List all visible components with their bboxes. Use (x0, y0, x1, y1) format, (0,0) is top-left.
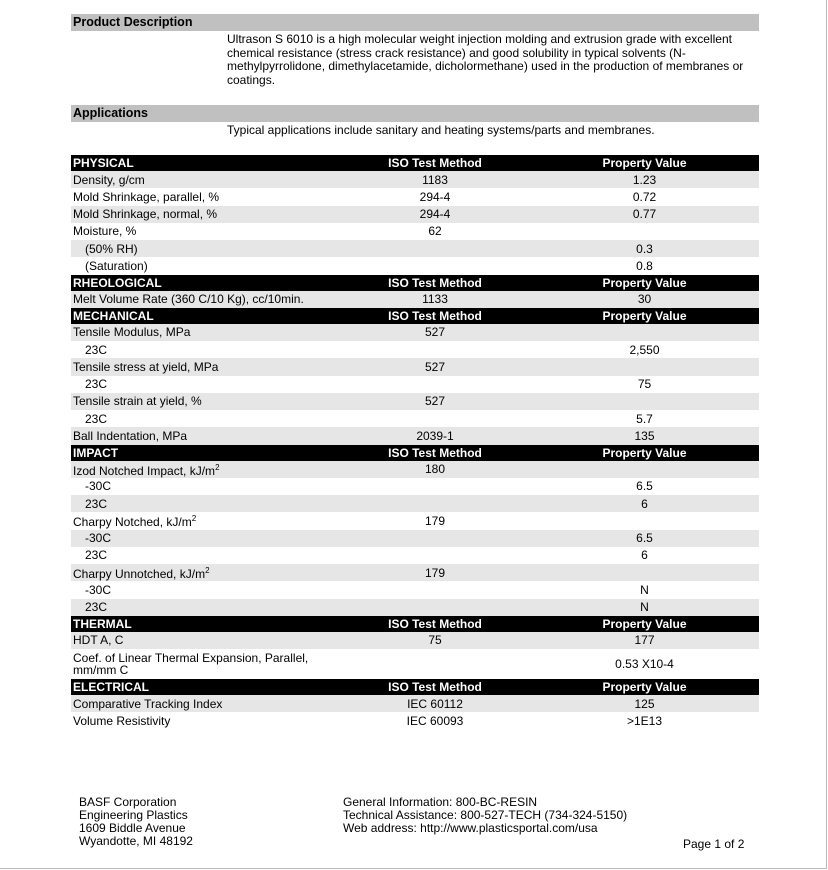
property-row (71, 581, 759, 598)
property-value-header: Property Value (530, 679, 759, 695)
contact-line: General Information: 800-BC-RESIN (343, 795, 538, 809)
product-description-heading: Product Description (71, 14, 759, 31)
section-header-row (71, 616, 759, 632)
property-label-text: Charpy Notched, kJ/m (73, 515, 192, 530)
property-label (71, 410, 340, 427)
properties-table (71, 155, 759, 730)
property-row (71, 171, 759, 188)
address-line: Wyandotte, MI 48192 (79, 834, 193, 848)
property-value-header: Property Value (530, 308, 759, 324)
property-value: 125 (530, 695, 759, 712)
section-header-row (71, 308, 759, 324)
property-label-text: 23C (85, 496, 108, 511)
property-label (71, 291, 340, 308)
property-row (71, 695, 759, 712)
property-value: 5.7 (530, 410, 759, 427)
iso-method: 2039-1 (340, 427, 530, 444)
property-value: 0.77 (530, 206, 759, 223)
property-label-text: Charpy Unnotched, kJ/m (73, 567, 206, 582)
property-row (71, 530, 759, 547)
iso-method: 179 (340, 564, 530, 581)
property-label-text: Moisture, % (73, 224, 137, 239)
property-label (71, 206, 340, 223)
property-label (71, 564, 340, 581)
property-value: N (530, 599, 759, 616)
contact-line: Web address: http://www.plasticsportal.com/usa (343, 821, 598, 835)
property-label (71, 257, 340, 274)
iso-method-header: ISO Test Method (340, 679, 530, 695)
iso-method (340, 376, 530, 393)
iso-method (340, 240, 530, 257)
property-value-header: Property Value (530, 275, 759, 291)
section-header-row (71, 679, 759, 695)
property-label-text: (50% RH) (85, 241, 138, 256)
section-title: PHYSICAL (71, 155, 340, 171)
property-label-text: Tensile strain at yield, % (73, 394, 202, 409)
property-label (71, 188, 340, 205)
contact-line: Technical Assistance: 800-527-TECH (734-324-5150) (343, 808, 628, 822)
property-value-header: Property Value (530, 616, 759, 632)
property-value (530, 461, 759, 478)
unit-superscript: 2 (191, 514, 197, 524)
property-value (530, 358, 759, 375)
iso-method: 1183 (340, 171, 530, 188)
iso-method (340, 581, 530, 598)
property-label-text: Volume Resistivity (73, 713, 171, 728)
unit-superscript: 2 (205, 566, 210, 576)
property-label-text: 23C (85, 600, 108, 615)
section-header-row (71, 155, 759, 171)
property-label (71, 240, 340, 257)
property-row (71, 376, 759, 393)
property-label-text: 23C (85, 377, 108, 392)
property-value: 6 (530, 547, 759, 564)
address-line: Engineering Plastics (79, 808, 188, 822)
property-label-text: Ball Indentation, MPa (73, 428, 188, 443)
iso-method (340, 547, 530, 564)
property-value-header: Property Value (530, 445, 759, 461)
property-label-text: HDT A, C (73, 633, 124, 648)
iso-method: 294-4 (340, 188, 530, 205)
property-row (71, 206, 759, 223)
property-value: 2,550 (530, 341, 759, 358)
iso-method (340, 478, 530, 495)
property-label (71, 547, 340, 564)
property-label (71, 171, 340, 188)
iso-method: IEC 60093 (340, 712, 530, 729)
unit-superscript: 2 (215, 462, 220, 472)
property-row (71, 341, 759, 358)
iso-method: 527 (340, 393, 530, 410)
iso-method-header: ISO Test Method (340, 445, 530, 461)
property-value: N (530, 581, 759, 598)
property-label (71, 695, 340, 712)
property-row (71, 632, 759, 649)
property-value: 0.72 (530, 188, 759, 205)
property-value: >1E13 (530, 712, 759, 729)
address-line: BASF Corporation (79, 795, 177, 809)
property-value: 177 (530, 632, 759, 649)
property-value (530, 324, 759, 341)
iso-method-header: ISO Test Method (340, 155, 530, 171)
property-label-text: -30C (85, 582, 112, 597)
property-label (71, 341, 340, 358)
page-number: Page 1 of 2 (683, 837, 745, 851)
iso-method: 75 (340, 632, 530, 649)
property-value: 30 (530, 291, 759, 308)
property-label (71, 223, 340, 240)
section-header-row (71, 275, 759, 291)
property-value: 6.5 (530, 478, 759, 495)
property-row (71, 257, 759, 274)
iso-method-header: ISO Test Method (340, 275, 530, 291)
property-label (71, 632, 340, 649)
property-label (71, 393, 340, 410)
iso-method: 527 (340, 324, 530, 341)
property-row (71, 324, 759, 341)
property-row (71, 564, 759, 581)
iso-method: 179 (340, 512, 530, 529)
property-value (530, 393, 759, 410)
property-label (71, 530, 340, 547)
property-label-text: Comparative Tracking Index (73, 696, 223, 711)
iso-method-header: ISO Test Method (340, 616, 530, 632)
property-row (71, 495, 759, 512)
iso-method (340, 530, 530, 547)
property-row (71, 223, 759, 240)
iso-method (340, 341, 530, 358)
property-row (71, 712, 759, 729)
property-row (71, 599, 759, 616)
property-label (71, 461, 340, 478)
property-value: 0.8 (530, 257, 759, 274)
iso-method: 294-4 (340, 206, 530, 223)
section-header-row (71, 445, 759, 461)
iso-method (340, 257, 530, 274)
applications-heading: Applications (71, 105, 759, 122)
section-title: IMPACT (71, 445, 340, 461)
property-label-text: 23C (85, 411, 108, 426)
property-value-header: Property Value (530, 155, 759, 171)
iso-method (340, 599, 530, 616)
property-label-text: 23C (85, 548, 108, 563)
iso-method: 527 (340, 358, 530, 375)
property-label (71, 427, 340, 444)
property-label (71, 478, 340, 495)
property-row (71, 478, 759, 495)
iso-method: 62 (340, 223, 530, 240)
property-value: 1.23 (530, 171, 759, 188)
property-row (71, 393, 759, 410)
property-label (71, 581, 340, 598)
property-row (71, 649, 759, 679)
property-row (71, 240, 759, 257)
property-label (71, 495, 340, 512)
property-label (71, 324, 340, 341)
property-label-text: Mold Shrinkage, normal, % (73, 207, 218, 222)
iso-method: IEC 60112 (340, 695, 530, 712)
property-label (71, 712, 340, 729)
property-label (71, 649, 340, 679)
property-value: 75 (530, 376, 759, 393)
property-label-text: Tensile stress at yield, MPa (73, 359, 219, 374)
section-title: RHEOLOGICAL (71, 275, 340, 291)
section-title: MECHANICAL (71, 308, 340, 324)
property-label-text: Mold Shrinkage, parallel, % (73, 189, 220, 204)
property-row (71, 358, 759, 375)
property-label (71, 599, 340, 616)
property-label-text: Coef. of Linear Thermal Expansion, Parallel, mm/mm C (73, 650, 309, 677)
section-title: ELECTRICAL (71, 679, 340, 695)
iso-method (340, 649, 530, 679)
iso-method (340, 495, 530, 512)
iso-method (340, 410, 530, 427)
address-line: 1609 Biddle Avenue (79, 821, 186, 835)
property-value: 0.53 X10-4 (530, 649, 759, 679)
property-value: 0.3 (530, 240, 759, 257)
property-row (71, 547, 759, 564)
iso-method: 1133 (340, 291, 530, 308)
property-label-text: -30C (85, 479, 112, 494)
property-value (530, 512, 759, 529)
property-row (71, 410, 759, 427)
section-title: THERMAL (71, 616, 340, 632)
iso-method-header: ISO Test Method (340, 308, 530, 324)
property-label (71, 358, 340, 375)
property-value: 6 (530, 495, 759, 512)
property-label-text: (Saturation) (85, 258, 148, 273)
property-label-text: Izod Notched Impact, kJ/m (73, 463, 216, 478)
applications-text: Typical applications include sanitary and heating systems/parts and membranes. (227, 123, 655, 137)
property-row (71, 461, 759, 478)
property-label-text: Density, g/cm (73, 172, 145, 187)
property-value (530, 564, 759, 581)
property-label-text: 23C (85, 342, 108, 357)
property-label-text: Tensile Modulus, MPa (73, 325, 191, 340)
contact-info (343, 796, 627, 835)
property-row (71, 512, 759, 529)
property-label (71, 512, 340, 529)
property-row (71, 427, 759, 444)
company-address (79, 796, 193, 848)
property-row (71, 188, 759, 205)
property-row (71, 291, 759, 308)
property-label-text: -30C (85, 531, 112, 546)
property-value (530, 223, 759, 240)
iso-method: 180 (340, 461, 530, 478)
property-value: 135 (530, 427, 759, 444)
property-label-text: Melt Volume Rate (360 C/10 Kg), cc/10min. (73, 292, 304, 307)
product-description-text: Ultrason S 6010 is a high molecular weight injection molding and extrusion grade with excellent chemical resistance (stress crack resistance) and good solubility in typical solvents (N-methylpyrrolidone, dimethylacetamide, dicholormethane) used in the production of membranes or coatings. (227, 32, 744, 87)
property-label (71, 376, 340, 393)
property-value: 6.5 (530, 530, 759, 547)
